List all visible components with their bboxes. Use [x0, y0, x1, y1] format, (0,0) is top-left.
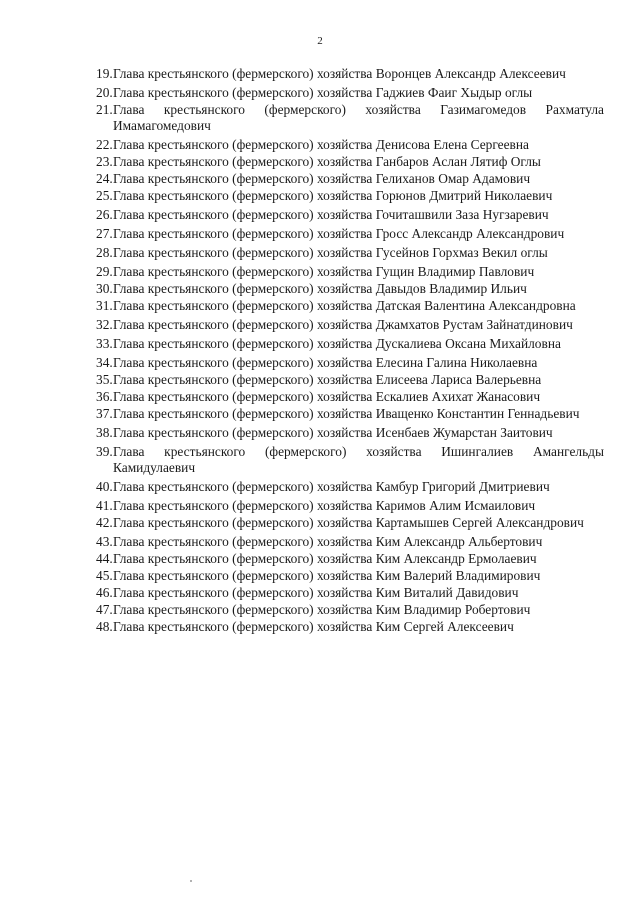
list-item-text: Глава крестьянского (фермерского) хозяйства Воронцев Александр Алексеевич	[113, 66, 566, 81]
list-item-number: 19.	[96, 66, 113, 81]
list-item-number: 40.	[96, 479, 113, 494]
list-item	[96, 207, 604, 223]
list-item	[96, 154, 604, 170]
list-item	[96, 479, 604, 495]
list-item	[96, 602, 604, 618]
list-item	[96, 137, 604, 153]
list-item-text: Глава крестьянского (фермерского) хозяйства Ескалиев Ахихат Жанасович	[113, 389, 541, 404]
list-item-text: Глава крестьянского (фермерского) хозяйства Елесина Галина Николаевна	[113, 355, 538, 370]
list-item-number: 37.	[96, 406, 113, 421]
list-item-number: 30.	[96, 281, 113, 296]
list-item-text: Глава крестьянского (фермерского) хозяйства Давыдов Владимир Ильич	[113, 281, 527, 296]
list-item	[96, 264, 604, 280]
list-item-text: Глава крестьянского (фермерского) хозяйства Ким Валерий Владимирович	[113, 568, 541, 583]
list-item-number: 24.	[96, 171, 113, 186]
list-item	[96, 406, 604, 422]
list-item-number: 27.	[96, 226, 113, 241]
list-item-text: Глава крестьянского (фермерского) хозяйства Гаджиев Фаиг Хыдыр оглы	[113, 85, 533, 100]
list-item-text: Глава крестьянского (фермерского) хозяйства Джамхатов Рустам Зайнатдинович	[113, 317, 573, 332]
list-item-number: 23.	[96, 154, 113, 169]
list-item	[96, 515, 604, 531]
list-item-text: Глава крестьянского (фермерского) хозяйства Ишингалиев Амангельды Камидулаевич	[113, 444, 604, 475]
list-item-number: 34.	[96, 355, 113, 370]
list-item-text: Глава крестьянского (фермерского) хозяйства Датская Валентина Александровна	[113, 298, 576, 313]
list-item	[96, 226, 604, 242]
list-item-text: Глава крестьянского (фермерского) хозяйства Горюнов Дмитрий Николаевич	[113, 188, 553, 203]
list-item	[96, 85, 604, 101]
list-item-number: 42.	[96, 515, 113, 530]
list-item	[96, 171, 604, 187]
list-item-text: Глава крестьянского (фермерского) хозяйства Дускалиева Оксана Михайловна	[113, 336, 561, 351]
list-item	[96, 66, 604, 82]
list-item-text: Глава крестьянского (фермерского) хозяйства Газимагомедов Рахматула Имамагомедович	[113, 102, 604, 133]
list-item-number: 48.	[96, 619, 113, 634]
list-item-text: Глава крестьянского (фермерского) хозяйства Денисова Елена Сергеевна	[113, 137, 529, 152]
list-item-text: Глава крестьянского (фермерского) хозяйства Ганбаров Аслан Лятиф Оглы	[113, 154, 541, 169]
list-item	[96, 317, 604, 333]
farm-heads-list	[96, 66, 604, 636]
list-item-text: Глава крестьянского (фермерского) хозяйства Исенбаев Жумарстан Заитович	[113, 425, 553, 440]
list-item-text: Глава крестьянского (фермерского) хозяйства Ким Сергей Алексеевич	[113, 619, 514, 634]
list-item-text: Глава крестьянского (фермерского) хозяйства Гросс Александр Александрович	[113, 226, 565, 241]
list-item-text: Глава крестьянского (фермерского) хозяйства Гусейнов Горхмаз Векил оглы	[113, 245, 548, 260]
list-item-number: 29.	[96, 264, 113, 279]
list-item	[96, 336, 604, 352]
list-item-text: Глава крестьянского (фермерского) хозяйства Елисеева Лариса Валерьевна	[113, 372, 542, 387]
list-item-number: 47.	[96, 602, 113, 617]
list-item-text: Глава крестьянского (фермерского) хозяйства Ким Александр Ермолаевич	[113, 551, 537, 566]
list-item-number: 45.	[96, 568, 113, 583]
list-item-number: 38.	[96, 425, 113, 440]
list-item-text: Глава крестьянского (фермерского) хозяйства Каримов Алим Исмаилович	[113, 498, 536, 513]
list-item-number: 35.	[96, 372, 113, 387]
list-item-number: 33.	[96, 336, 113, 351]
list-item	[96, 444, 604, 476]
list-item	[96, 425, 604, 441]
list-item-number: 43.	[96, 534, 113, 549]
list-item-text: Глава крестьянского (фермерского) хозяйства Гочиташвили Заза Нугзаревич	[113, 207, 549, 222]
list-item-number: 41.	[96, 498, 113, 513]
list-item-number: 46.	[96, 585, 113, 600]
list-item-text: Глава крестьянского (фермерского) хозяйства Ким Александр Альбертович	[113, 534, 543, 549]
list-item	[96, 534, 604, 550]
list-item-number: 25.	[96, 188, 113, 203]
list-item-text: Глава крестьянского (фермерского) хозяйства Картамышев Сергей Александрович	[113, 515, 584, 530]
scan-artifact	[190, 880, 192, 882]
list-item-number: 21.	[96, 102, 113, 117]
list-item-number: 39.	[96, 444, 113, 459]
list-item-text: Глава крестьянского (фермерского) хозяйства Гущин Владимир Павлович	[113, 264, 535, 279]
list-item-text: Глава крестьянского (фермерского) хозяйства Иващенко Константин Геннадьевич	[113, 406, 580, 421]
list-item-text: Глава крестьянского (фермерского) хозяйства Ким Владимир Робертович	[113, 602, 531, 617]
page-number: 2	[317, 35, 323, 47]
list-item-number: 26.	[96, 207, 113, 222]
list-item	[96, 245, 604, 261]
list-item	[96, 188, 604, 204]
list-item	[96, 372, 604, 388]
list-item	[96, 355, 604, 371]
list-item-text: Глава крестьянского (фермерского) хозяйства Гелиханов Омар Адамович	[113, 171, 531, 186]
list-item-number: 44.	[96, 551, 113, 566]
list-item	[96, 585, 604, 601]
list-item	[96, 298, 604, 314]
list-item-text: Глава крестьянского (фермерского) хозяйства Ким Виталий Давидович	[113, 585, 519, 600]
list-item	[96, 498, 604, 514]
list-item-number: 32.	[96, 317, 113, 332]
list-item-number: 36.	[96, 389, 113, 404]
list-item	[96, 568, 604, 584]
list-item	[96, 102, 604, 134]
list-item	[96, 551, 604, 567]
list-item-text: Глава крестьянского (фермерского) хозяйства Камбур Григорий Дмитриевич	[113, 479, 550, 494]
list-item-number: 31.	[96, 298, 113, 313]
list-item	[96, 389, 604, 405]
list-item	[96, 281, 604, 297]
list-item-number: 28.	[96, 245, 113, 260]
list-item	[96, 619, 604, 635]
list-item-number: 20.	[96, 85, 113, 100]
list-item-number: 22.	[96, 137, 113, 152]
